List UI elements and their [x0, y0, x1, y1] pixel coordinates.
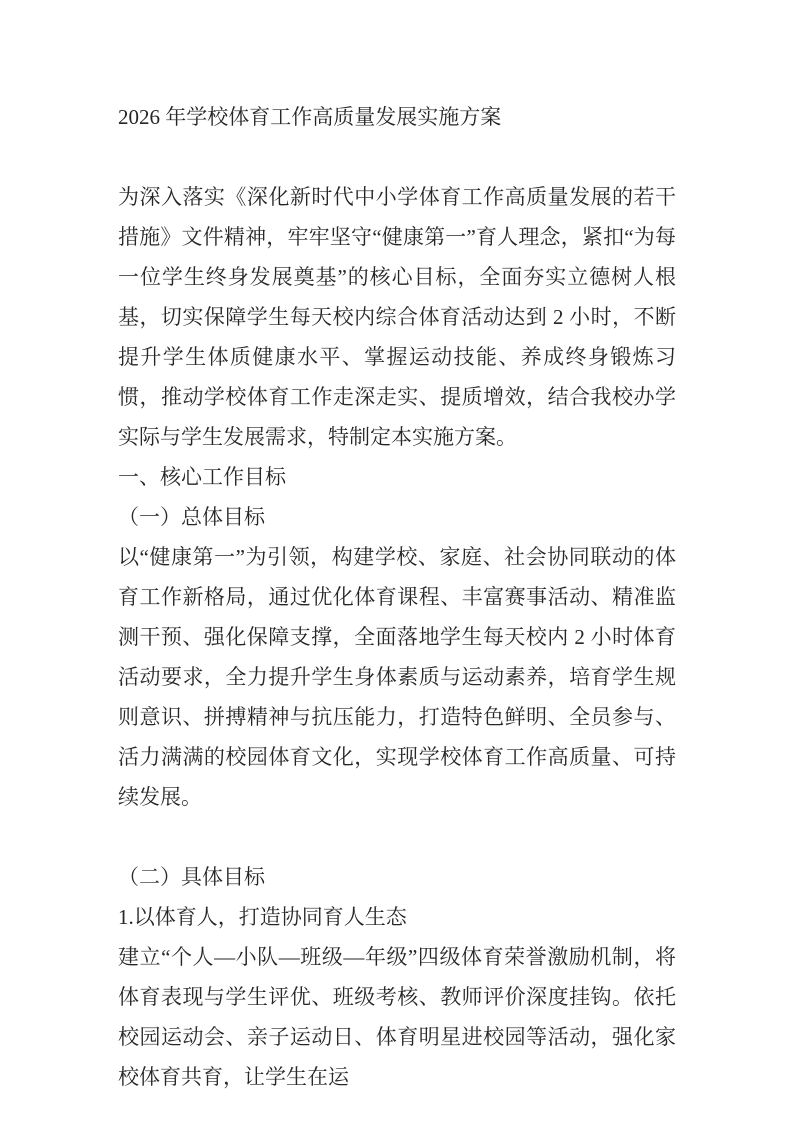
intro-paragraph: 为深入落实《深化新时代中小学体育工作高质量发展的若干措施》文件精神，牢牢坚守“健康第一”育人理念，紧扣“为每一位学生终身发展奠基”的核心目标，全面夯实立德树人根基，切实保障学生每天校内综合体育活动达到 2 小时，不断提升学生体质健康水平、掌握运动技能、养成终身锻炼习惯，推动学校体育工作走深走实、提质增效，结合我校办学实际与学生发展需求，特制定本实施方案。 — [118, 185, 676, 449]
item-1-paragraph: 建立“个人—小队—班级—年级”四级体育荣誉激励机制，将体育表现与学生评优、班级考核、教师评价深度挂钩。依托校园运动会、亲子运动日、体育明星进校园等活动，强化家校体育共育，让学生在运 — [118, 945, 676, 1089]
item-1-heading: 1.以体育人，打造协同育人生态 — [118, 905, 407, 929]
subsection-1-heading: （一）总体目标 — [118, 505, 265, 529]
blank-line — [118, 137, 676, 177]
subsection-2-heading: （二）具体目标 — [118, 865, 265, 889]
section-1-heading: 一、核心工作目标 — [118, 465, 286, 489]
blank-line — [118, 817, 676, 857]
document-title: 2026 年学校体育工作高质量发展实施方案 — [118, 105, 502, 129]
overall-goal-paragraph: 以“健康第一”为引领，构建学校、家庭、社会协同联动的体育工作新格局，通过优化体育课程、丰富赛事活动、精准监测干预、强化保障支撑，全面落地学生每天校内 2 小时体育活动要求，全力提升学生身体素质与运动素养，培育学生规则意识、拼搏精神与抗压能力，打造特色鲜明、全员参与、活力满满的校园体育文化，实现学校体育工作高质量、可持续发展。 — [118, 545, 676, 809]
